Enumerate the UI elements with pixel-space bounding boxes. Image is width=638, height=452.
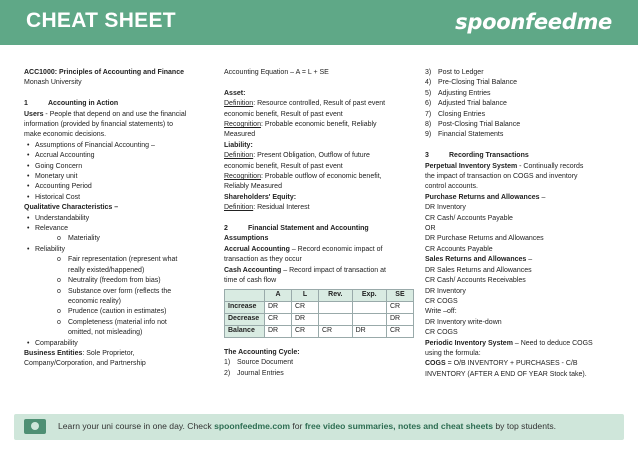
journal-line: CR Cash/ Accounts Receivables xyxy=(425,277,526,285)
table-cell: CR xyxy=(386,301,413,313)
periodic-label: Periodic Inventory System xyxy=(425,339,513,347)
qualitative-heading: Qualitative Characteristics – xyxy=(24,204,119,212)
liability-definition xyxy=(224,151,414,161)
section-title-cont: Assumptions xyxy=(224,235,269,243)
table-header-row xyxy=(225,289,414,301)
table-cell: CR xyxy=(265,313,292,325)
journal-line: OR xyxy=(425,225,436,233)
equity-heading: Shareholders' Equity: xyxy=(224,193,297,201)
table-header-cell: Rev. xyxy=(319,289,353,301)
cycle-item xyxy=(425,68,615,78)
cycle-number: 9) xyxy=(425,131,432,139)
journal-line: CR Cash/ Accounts Payable xyxy=(425,214,513,222)
liability-definition-cont: economic benefit, Result of past event xyxy=(224,162,343,170)
perpetual-line: control accounts. xyxy=(425,183,478,191)
definition-text: : Present Obligation, Outflow of future xyxy=(253,152,370,160)
users-line: information (provided by financial statements) to xyxy=(24,121,174,129)
table-header-cell: A xyxy=(265,289,292,301)
table-header-cell xyxy=(225,289,265,301)
header-bar xyxy=(0,0,638,45)
dash: – xyxy=(539,193,546,201)
list-item: • Understandability xyxy=(24,214,214,224)
accounting-equation: Accounting Equation – A = L + SE xyxy=(224,69,329,76)
definition-text: : Resource controlled, Result of past event xyxy=(253,100,386,108)
video-icon xyxy=(24,419,46,434)
footer-text-part: Learn your uni course in one day. Check xyxy=(58,421,215,431)
section-title: Recording Transactions xyxy=(449,152,529,160)
users-line: make economic decisions. xyxy=(24,131,107,139)
asset-definition xyxy=(224,99,414,109)
periodic-line: using the formula: xyxy=(425,349,481,357)
sub-item-text: Fair representation (represent what xyxy=(68,256,178,264)
cycle-number: 1) xyxy=(224,359,231,367)
table-row-label: Increase xyxy=(225,301,265,313)
definition-label: Definition xyxy=(224,152,254,160)
liability-recognition-cont: Reliably Measured xyxy=(224,183,282,191)
recognition-text: : Probable outflow of economic benefit, xyxy=(260,173,382,181)
equity-definition xyxy=(224,203,414,213)
table-header-cell: Exp. xyxy=(352,289,386,301)
list-item: • Accounting Period xyxy=(24,182,214,192)
cycle-item xyxy=(224,369,414,379)
sub-list-item xyxy=(24,234,214,244)
section-1-heading xyxy=(24,99,214,109)
recognition-label: Recognition xyxy=(224,121,261,129)
accrual-line xyxy=(224,245,414,255)
sales-returns-label: Sales Returns and Allowances xyxy=(425,256,527,264)
section-number: 2 xyxy=(224,225,228,233)
cycle-item xyxy=(425,120,615,130)
section-number: 1 xyxy=(24,100,28,108)
list-item: • Going Concern xyxy=(24,162,214,172)
asset-recognition-cont: Measured xyxy=(224,131,256,139)
table-row xyxy=(225,301,414,313)
cycle-text: Financial Statements xyxy=(438,131,504,139)
cash-text: – Record impact of transaction at xyxy=(281,266,386,274)
journal-line: CR Accounts Payable xyxy=(425,245,493,253)
journal-line: DR Inventory xyxy=(425,287,466,295)
liability-label: Liability xyxy=(224,141,251,149)
accounting-cycle-heading: The Accounting Cycle: xyxy=(224,348,300,356)
definition-label: Definition xyxy=(224,100,254,108)
sub-item-text: Completeness (material info not xyxy=(68,318,167,326)
cycle-number: 4) xyxy=(425,79,432,87)
course-title: ACC1000: Principles of Accounting and Finance xyxy=(24,69,184,76)
table-cell xyxy=(319,313,353,325)
purchase-returns-heading xyxy=(425,193,615,203)
sub-item-text: Neutrality (freedom from bias) xyxy=(68,277,161,285)
footer-text-part: by top students. xyxy=(493,421,557,431)
section-title: Financial Statement and Accounting xyxy=(248,225,369,233)
cycle-text: Source Document xyxy=(237,359,294,367)
recognition-label: Recognition xyxy=(224,173,261,181)
asset-heading: Asset: xyxy=(224,89,246,97)
list-item: • Relevance xyxy=(24,224,214,234)
users-text: - People that depend on and use the financial xyxy=(43,110,187,118)
accrual-line: transaction as they occur xyxy=(224,256,302,264)
table-cell xyxy=(352,301,386,313)
journal-line: DR Purchase Returns and Allowances xyxy=(425,235,544,243)
journal-line: DR Inventory xyxy=(425,204,466,212)
definition-text: : Residual Interest xyxy=(253,204,310,212)
table-cell: CR xyxy=(292,301,319,313)
cash-label: Cash Accounting xyxy=(224,266,282,274)
sub-item-text: Materiality xyxy=(68,235,100,243)
column-3 xyxy=(425,68,615,380)
sub-list-item xyxy=(24,276,214,286)
perpetual-line xyxy=(425,162,615,172)
sales-returns-heading xyxy=(425,255,615,265)
definition-label: Definition xyxy=(224,204,254,212)
sub-marker: o xyxy=(57,256,61,264)
list-item: • Accrual Accounting xyxy=(24,151,214,161)
cycle-number: 5) xyxy=(425,89,432,97)
journal-line: DR Sales Returns and Allowances xyxy=(425,266,532,274)
sub-marker: o xyxy=(57,318,61,326)
cogs-text: = O/B INVENTORY + PURCHASES - C/B xyxy=(445,360,578,368)
table-header-cell: SE xyxy=(386,289,413,301)
list-item: • Comparability xyxy=(24,339,214,349)
business-entities-line xyxy=(24,349,214,359)
column-1 xyxy=(24,68,214,370)
perpetual-line: the impact of transaction on COGS and inventory xyxy=(425,173,578,181)
cycle-item xyxy=(425,99,615,109)
cycle-item xyxy=(425,78,615,88)
footer-banner xyxy=(14,414,624,440)
cycle-item xyxy=(425,110,615,120)
sub-list-item xyxy=(24,255,214,265)
perpetual-label: Perpetual Inventory System xyxy=(425,162,518,170)
page-title: CHEAT SHEET xyxy=(26,9,176,32)
asset-definition-cont: economic benefit, Result of past event xyxy=(224,110,343,118)
cogs-formula xyxy=(425,359,615,369)
sub-list-item xyxy=(24,318,214,328)
sub-item-continuation: economic reality) xyxy=(68,297,121,305)
business-entities-line: Company/Corporation, and Partnership xyxy=(24,360,146,368)
journal-line: CR COGS xyxy=(425,297,458,305)
users-line xyxy=(24,110,214,120)
cycle-item xyxy=(425,130,615,140)
table-row-label: Decrease xyxy=(225,313,265,325)
asset-recognition xyxy=(224,120,414,130)
cash-line xyxy=(224,266,414,276)
cycle-text: Adjusting Entries xyxy=(438,89,491,97)
periodic-text: – Need to deduce COGS xyxy=(512,339,593,347)
cycle-text: Journal Entries xyxy=(237,369,284,377)
list-item: • Reliability xyxy=(24,245,214,255)
dash: – xyxy=(526,256,533,264)
sub-list-item xyxy=(24,307,214,317)
cycle-text: Pre-Closing Trial Balance xyxy=(438,79,517,87)
cycle-number: 2) xyxy=(224,369,231,377)
section-title: Accounting in Action xyxy=(48,100,119,108)
table-cell: DR xyxy=(386,313,413,325)
list-item: • Monetary unit xyxy=(24,172,214,182)
business-entities-label: Business Entities xyxy=(24,349,83,357)
asset-label: Asset xyxy=(224,89,244,97)
liability-heading: Liability: xyxy=(224,141,253,149)
cogs-formula-cont: INVENTORY (AFTER A END OF YEAR Stock take). xyxy=(425,370,587,378)
section-2-heading xyxy=(224,224,414,234)
equity-label: Shareholders' Equity xyxy=(224,193,294,201)
table-cell: DR xyxy=(352,325,386,337)
sub-item-text: Substance over form (reflects the xyxy=(68,287,172,295)
cycle-item xyxy=(224,358,414,368)
business-entities-text: : Sole Proprietor, xyxy=(82,349,135,357)
cycle-text: Post to Ledger xyxy=(438,69,484,76)
table-cell: CR xyxy=(319,325,353,337)
accrual-label: Accrual Accounting xyxy=(224,245,290,253)
cash-line: time of cash flow xyxy=(224,277,277,285)
section-number: 3 xyxy=(425,152,429,160)
sub-item-text: Prudence (caution in estimates) xyxy=(68,308,167,316)
sub-item-continuation: omitted, not misleading) xyxy=(68,329,143,337)
sub-item-continuation: really existed/happened) xyxy=(68,266,145,274)
table-cell xyxy=(352,313,386,325)
column-2 xyxy=(224,68,414,379)
perpetual-text: - Continually records xyxy=(517,162,584,170)
sub-marker: o xyxy=(57,235,61,243)
table-row xyxy=(225,325,414,337)
journal-line: DR Inventory write-down xyxy=(425,318,502,326)
footer-link[interactable]: spoonfeedme.com xyxy=(214,421,290,431)
table-cell: DR xyxy=(265,325,292,337)
sub-marker: o xyxy=(57,277,61,285)
cycle-text: Adjusted Trial balance xyxy=(438,100,507,108)
liability-recognition xyxy=(224,172,414,182)
brand-logo: spoonfeedme xyxy=(455,10,612,34)
cogs-label: COGS xyxy=(425,360,446,368)
footer-text xyxy=(58,421,556,431)
users-label: Users xyxy=(24,110,44,118)
list-item: • Historical Cost xyxy=(24,193,214,203)
footer-text-part: for xyxy=(290,421,305,431)
section-3-heading xyxy=(425,151,615,161)
journal-line: CR COGS xyxy=(425,329,458,337)
purchase-returns-label: Purchase Returns and Allowances xyxy=(425,193,540,201)
table-cell xyxy=(319,301,353,313)
recognition-text: : Probable economic benefit, Reliably xyxy=(260,121,377,129)
debit-credit-table xyxy=(224,289,414,338)
sub-list-item xyxy=(24,287,214,297)
footer-highlight: free video summaries, notes and cheat sheets xyxy=(304,421,493,431)
table-row-label: Balance xyxy=(225,325,265,337)
cycle-number: 6) xyxy=(425,100,432,108)
periodic-line xyxy=(425,339,615,349)
cycle-text: Closing Entries xyxy=(438,110,486,118)
table-cell: DR xyxy=(265,301,292,313)
university: Monash University xyxy=(24,79,82,87)
sub-marker: o xyxy=(57,308,61,316)
table-row xyxy=(225,313,414,325)
table-cell: CR xyxy=(386,325,413,337)
accrual-text: – Record economic impact of xyxy=(289,245,383,253)
cycle-number: 3) xyxy=(425,69,432,76)
cycle-number: 7) xyxy=(425,110,432,118)
list-item: • Assumptions of Financial Accounting – xyxy=(24,141,214,151)
cycle-number: 8) xyxy=(425,121,432,129)
table-cell: CR xyxy=(292,325,319,337)
table-header-cell: L xyxy=(292,289,319,301)
sub-marker: o xyxy=(57,287,61,295)
table-cell: DR xyxy=(292,313,319,325)
cycle-text: Post-Closing Trial Balance xyxy=(438,121,521,129)
cycle-item xyxy=(425,89,615,99)
journal-line: Write –off: xyxy=(425,308,457,316)
